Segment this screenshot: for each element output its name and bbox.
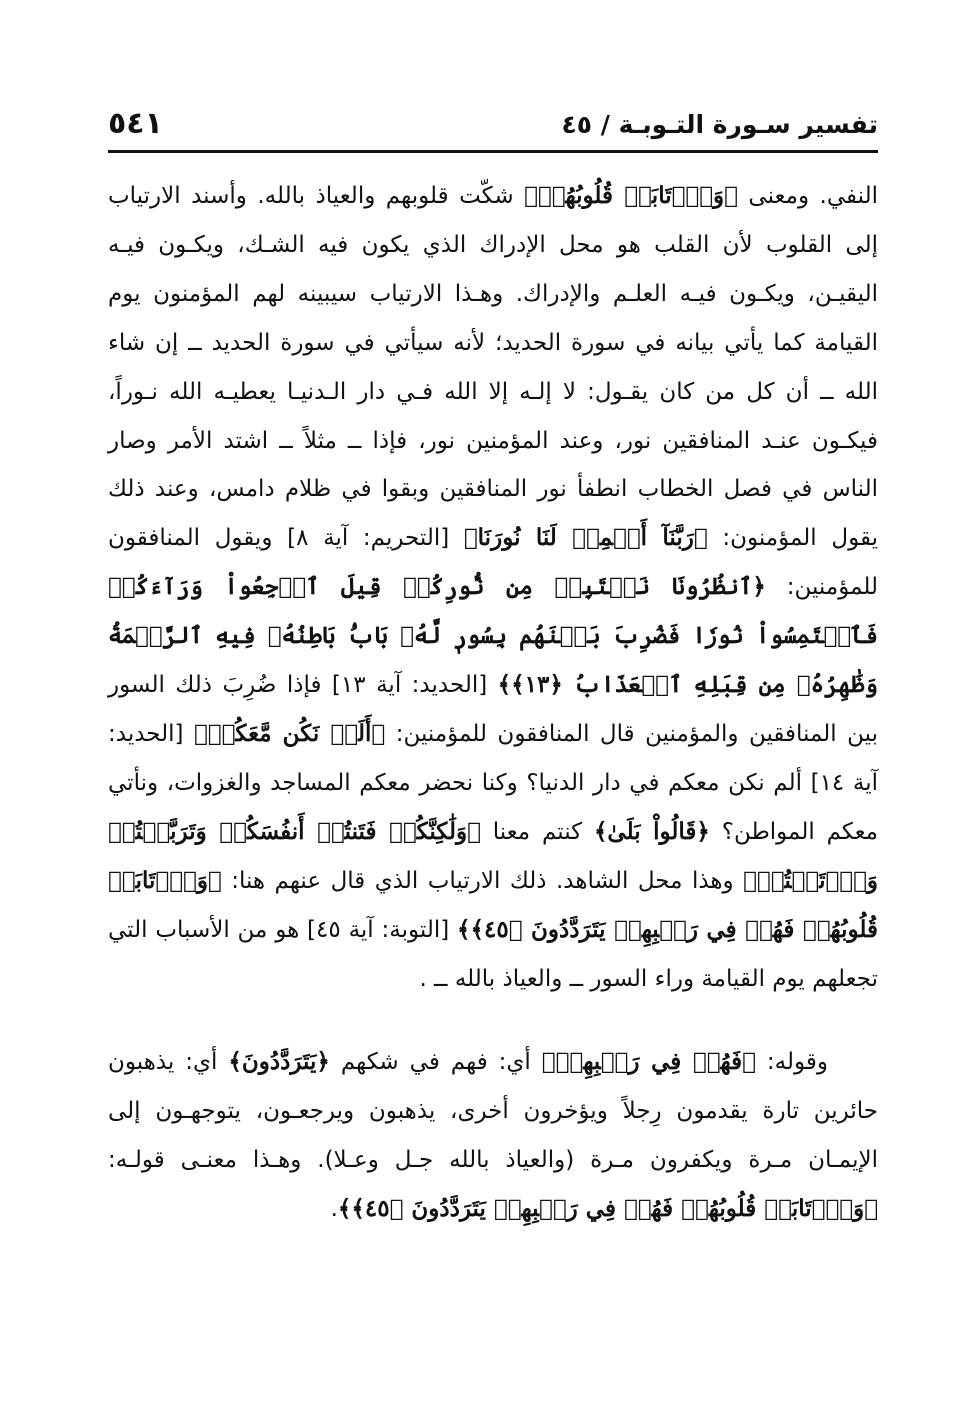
text-segment: أي: يذهبون حائرين تارة يقدمون رِجلاً ويؤخرون أخرى، يذهبون ويرجعـون، يتوجهـون إلى الإيمـان مـرة ويكفرون مـرة (والعياذ بالله جـل وعـلا). وهـذا معنـى قولـه: [108, 1049, 878, 1174]
verse-reference: [التوبة: آية ٤٥] [307, 916, 458, 943]
text-segment: وقوله: [755, 1049, 828, 1076]
text-segment: وهذا محل الشاهد. ذلك الارتياب الذي قال عنهم هنا: [221, 867, 744, 894]
quran-verse: ﴿رَبَّنَآ أَتۡمِمۡ لَنَا نُورَنَا﴾ [463, 524, 708, 552]
text-segment: شكّت قلوبهم والعياذ بالله. وأسند الارتياب إلى القلوب لأن القلب هو محل الإدراك الذي يكون فيه الشـك، ويكـون فيـه اليقيـن، ويكـون فيـه العلـم والإدراك. وهـذا الارتياب سيبينه لهم المؤمنون يوم القيامة كما يأتي بيانه في سورة الحديد؛ لأنه سيأتي في سورة الحديد ــ إن شاء الله ــ أن كل من كان يقـول: لا إلـه إلا الله فـي دار الـدنيـا يعطيـه الله نـوراً، فيكـون عنـد المنافقين نور، وعند المؤمنين نور، فإذا ــ مثلاً ــ اشتد الأمر وصار الناس في فصل الخطاب انطفأ نور المنافقين وبقوا في ظلام دامس، وعند ذلك يقول المؤمنون: [108, 183, 878, 552]
quran-verse: ﴿وَٱرۡتَابَتۡ قُلُوبُهُمۡ فَهُمۡ فِي رَيۡبِهِمۡ يَتَرَدَّدُونَ ﴿٤٥﴾﴾ [337, 1195, 878, 1223]
paragraph-2 [108, 1038, 878, 1234]
text-segment: كنتم معنا [480, 818, 594, 845]
verse-reference: [الحديد: آية ١٤] [108, 720, 878, 796]
header-rule [108, 150, 878, 153]
quran-verse: ﴿أَلَمۡ نَكُن مَّعَكُمۡ﴾ [193, 719, 386, 747]
text-segment: أي: فهم في شكهم [329, 1049, 542, 1076]
quran-verse: ﴿وَٱرۡتَابَتۡ قُلُوبُهُمۡ﴾ [524, 182, 738, 209]
quran-verse: ﴿وَلَٰكِنَّكُمۡ فَتَنتُمۡ أَنفُسَكُمۡ وَتَرَبَّصۡتُمۡ وَٱرۡتَبۡتُمۡ﴾ [108, 817, 878, 894]
text-segment: النفي. ومعنى [737, 183, 878, 209]
quran-verse: ﴿ٱنظُرُونَا نَقۡتَبِسۡ مِن نُّورِكُمۡ قِيلَ ٱرۡجِعُواْ وَرَآءَكُمۡ فَٱلۡتَمِسُواْ نُورٗا فَضُرِبَ بَيۡنَهُم بِسُورٖ لَّهُۥ بَابُۢ بَاطِنُهُۥ فِيهِ ٱلرَّحۡمَةُ وَظَٰهِرُهُۥ مِن قِبَلِهِ ٱلۡعَذَابُ ﴿١٣﴾﴾ [108, 573, 878, 699]
quran-verse: ﴿فَهُمۡ فِي رَيۡبِهِمۡ﴾ [541, 1048, 756, 1076]
text-segment: فإذا ضُرِبَ ذلك السور بين المنافقين والمؤمنين قال المنافقون للمؤمنين: [108, 672, 878, 747]
quran-verse: ﴿وَٱرۡتَابَتۡ قُلُوبُهُمۡ فَهُمۡ فِي رَيۡبِهِمۡ يَتَرَدَّدُونَ ﴿٤٥﴾﴾ [108, 866, 878, 943]
paragraph-1 [108, 172, 878, 1003]
quran-verse: ﴿يَتَرَدَّدُونَ﴾ [228, 1048, 330, 1076]
text-segment: ويقول المنافقون للمؤمنين: [108, 525, 878, 601]
quran-verse: ﴿قَالُواْ بَلَىٰ﴾ [593, 817, 710, 845]
running-title: تفسير سـورة التـوبـة / ٤٥ [561, 110, 878, 139]
text-segment: . [330, 1196, 338, 1223]
page-header [108, 104, 878, 152]
verse-reference: [الحديد: آية ١٣] [331, 672, 498, 699]
text-segment: هو من الأسباب التي تجعلهم يوم القيامة وراء السور ــ والعياذ بالله ــ . [108, 916, 878, 992]
page-number: ٥٤١ [108, 106, 163, 141]
verse-reference: [التحريم: آية ٨] [287, 525, 464, 552]
body-text [108, 172, 878, 1234]
text-segment: ألم نكن معكم في دار الدنيا؟ وكنا نحضر معكم المساجد والغزوات، ونأتي معكم المواطن؟ [108, 769, 878, 845]
